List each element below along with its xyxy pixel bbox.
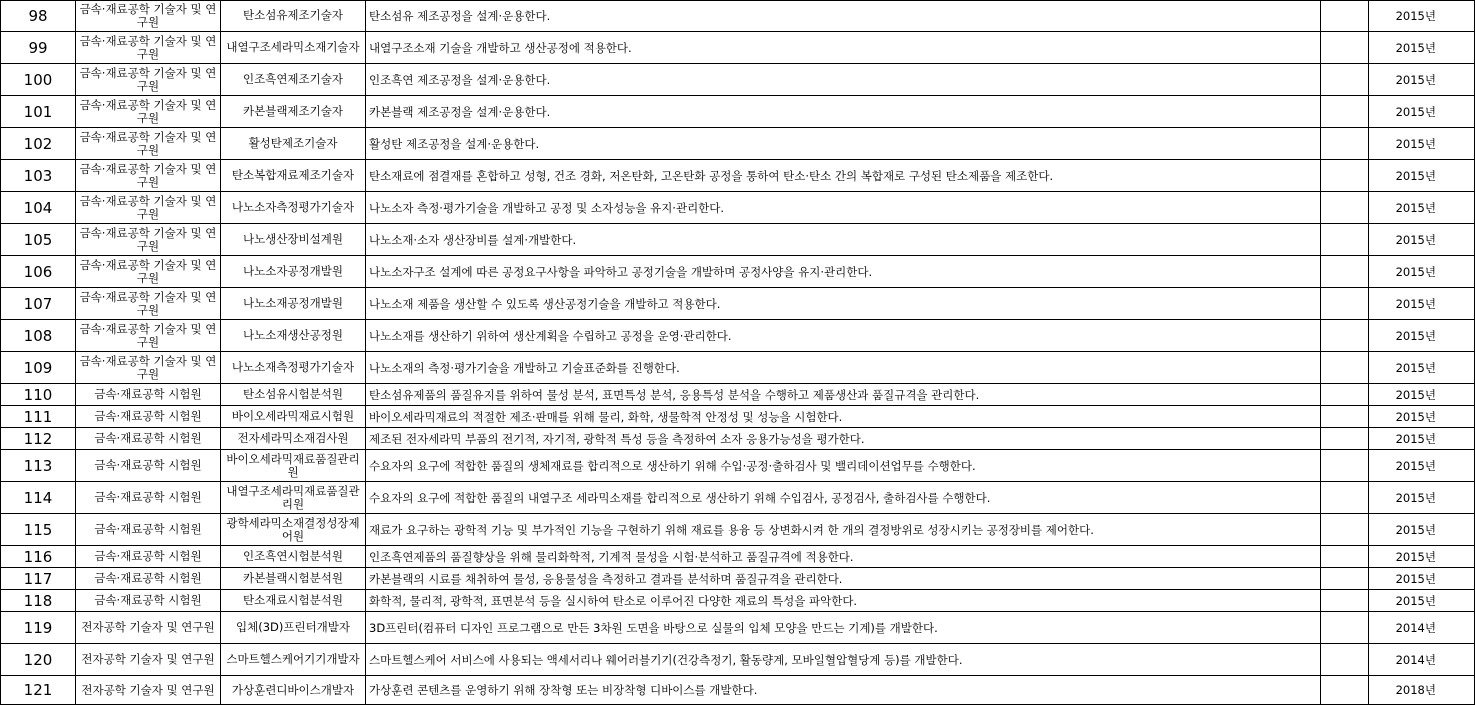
row-blank-cell[interactable] xyxy=(1320,320,1368,351)
row-number[interactable] xyxy=(0,96,75,127)
row-blank-cell[interactable] xyxy=(1320,192,1368,223)
row-description[interactable] xyxy=(365,384,1320,405)
row-job-title[interactable] xyxy=(220,384,365,405)
row-year[interactable] xyxy=(1368,128,1475,159)
row-year[interactable] xyxy=(1368,676,1475,704)
row-job-title-text: 인조흑연시험분석원 xyxy=(243,549,343,563)
row-number-text: 98 xyxy=(28,6,48,25)
row-category-text: 금속·재료공학 기술자 및 연구원 xyxy=(79,193,217,221)
row-description[interactable] xyxy=(365,224,1320,255)
row-job-title-text: 탄소섬유제조기술자 xyxy=(243,8,343,22)
table-row xyxy=(0,406,1475,428)
row-year-text: 2015년 xyxy=(1395,136,1436,151)
row-number-text: 102 xyxy=(23,134,53,153)
row-number-text: 113 xyxy=(23,456,53,475)
row-job-title[interactable] xyxy=(220,590,365,611)
row-job-title[interactable] xyxy=(220,428,365,449)
row-description[interactable] xyxy=(365,32,1320,63)
row-job-title[interactable] xyxy=(220,482,365,513)
row-category-text: 금속·재료공학 기술자 및 연구원 xyxy=(79,225,217,253)
row-job-title[interactable] xyxy=(220,320,365,351)
table-row xyxy=(0,514,1475,546)
row-description-text: 카본블랙 제조공정을 설계·운용한다. xyxy=(369,104,551,119)
row-category-text: 금속·재료공학 기술자 및 연구원 xyxy=(79,129,217,157)
row-category-text: 전자공학 기술자 및 연구원 xyxy=(81,620,215,634)
row-number-text: 109 xyxy=(23,358,53,377)
row-year[interactable] xyxy=(1368,514,1475,545)
row-year-text: 2015년 xyxy=(1395,8,1436,23)
row-job-title-text: 가상훈련디바이스개발자 xyxy=(231,682,355,697)
row-year[interactable] xyxy=(1368,160,1475,191)
row-year[interactable] xyxy=(1368,612,1475,643)
row-description[interactable] xyxy=(365,64,1320,95)
row-year[interactable] xyxy=(1368,288,1475,319)
row-description-text: 나노소재 제품을 생산할 수 있도록 생산공정기술을 개발하고 적용한다. xyxy=(369,296,721,311)
table-row xyxy=(0,482,1475,514)
row-description-text: 탄소섬유제품의 품질유지를 위하여 물성 분석, 표면특성 분석, 응용특성 분석을 수행하고 제품생산과 품질규격을 관리한다. xyxy=(369,387,980,402)
row-year-text: 2015년 xyxy=(1395,296,1436,311)
row-category[interactable] xyxy=(75,192,220,223)
row-description[interactable] xyxy=(365,612,1320,643)
row-number-text: 114 xyxy=(23,488,53,507)
row-blank-cell[interactable] xyxy=(1320,428,1368,449)
row-year[interactable] xyxy=(1368,352,1475,383)
row-number-text: 107 xyxy=(23,294,53,313)
row-category[interactable] xyxy=(75,224,220,255)
row-description-text: 나노소재의 측정·평가기술을 개발하고 기술표준화를 진행한다. xyxy=(369,360,680,375)
row-year-text: 2015년 xyxy=(1395,387,1436,402)
row-number-text: 105 xyxy=(23,230,53,249)
row-number-text: 116 xyxy=(23,547,53,566)
row-number[interactable] xyxy=(0,192,75,223)
row-year-text: 2015년 xyxy=(1395,72,1436,87)
row-year[interactable] xyxy=(1368,450,1475,481)
row-category[interactable] xyxy=(75,450,220,481)
row-category-text: 금속·재료공학 시험원 xyxy=(94,490,202,504)
row-year-text: 2015년 xyxy=(1395,360,1436,375)
row-blank-cell[interactable] xyxy=(1320,128,1368,159)
row-year-text: 2015년 xyxy=(1395,328,1436,343)
row-number[interactable] xyxy=(0,482,75,513)
row-job-title-text: 입체(3D)프린터개발자 xyxy=(235,620,351,634)
row-year[interactable] xyxy=(1368,96,1475,127)
row-description-text: 인조흑연 제조공정을 설계·운용한다. xyxy=(369,72,551,87)
row-blank-cell[interactable] xyxy=(1320,352,1368,383)
row-job-title-text: 카본블랙제조기술자 xyxy=(243,104,343,118)
table-row xyxy=(0,450,1475,482)
row-number-text: 110 xyxy=(23,385,53,404)
row-number-text: 121 xyxy=(23,681,53,699)
row-number[interactable] xyxy=(0,568,75,589)
row-job-title-text: 나노소재측정평가기술자 xyxy=(231,360,355,374)
row-blank-cell[interactable] xyxy=(1320,546,1368,567)
row-job-title[interactable] xyxy=(220,224,365,255)
table-row xyxy=(0,384,1475,406)
row-blank-cell[interactable] xyxy=(1320,676,1368,704)
row-blank-cell[interactable] xyxy=(1320,64,1368,95)
row-number[interactable] xyxy=(0,128,75,159)
row-job-title[interactable] xyxy=(220,546,365,567)
row-category[interactable] xyxy=(75,0,220,31)
row-year[interactable] xyxy=(1368,0,1475,31)
table-row xyxy=(0,568,1475,590)
row-number-text: 100 xyxy=(23,70,53,89)
row-category-text: 금속·재료공학 기술자 및 연구원 xyxy=(79,1,217,29)
row-description[interactable] xyxy=(365,676,1320,704)
row-job-title[interactable] xyxy=(220,406,365,427)
row-job-title-text: 스마트헬스케어기기개발자 xyxy=(226,652,360,666)
row-job-title[interactable] xyxy=(220,0,365,31)
row-blank-cell[interactable] xyxy=(1320,590,1368,611)
row-job-title-text: 내열구조세라믹재료품질관리원 xyxy=(226,483,360,511)
row-description[interactable] xyxy=(365,644,1320,675)
row-category[interactable] xyxy=(75,406,220,427)
row-job-title[interactable] xyxy=(220,64,365,95)
row-description[interactable] xyxy=(365,428,1320,449)
row-description-text: 탄소재료에 점결재를 혼합하고 성형, 건조 경화, 저온탄화, 고온탄화 공정을 통하여 탄소·탄소 간의 복합재로 구성된 탄소제품을 제조한다. xyxy=(369,168,1054,183)
row-number-text: 111 xyxy=(23,407,53,426)
table-row xyxy=(0,288,1475,320)
table-row xyxy=(0,128,1475,160)
row-year[interactable] xyxy=(1368,384,1475,405)
row-number-text: 99 xyxy=(28,38,48,57)
row-year[interactable] xyxy=(1368,482,1475,513)
row-category-text: 전자공학 기술자 및 연구원 xyxy=(81,652,215,666)
row-blank-cell[interactable] xyxy=(1320,450,1368,481)
row-category-text: 금속·재료공학 기술자 및 연구원 xyxy=(79,289,217,317)
row-description-text: 카본블랙의 시료를 채취하여 물성, 응용물성을 측정하고 결과를 분석하며 품질규격을 관리한다. xyxy=(369,571,843,586)
row-category-text: 금속·재료공학 기술자 및 연구원 xyxy=(79,97,217,125)
row-number[interactable] xyxy=(0,288,75,319)
table-row xyxy=(0,644,1475,676)
row-year-text: 2015년 xyxy=(1395,264,1436,279)
row-year-text: 2015년 xyxy=(1395,549,1436,564)
row-description-text: 수요자의 요구에 적합한 품질의 내열구조 세라믹소재를 합리적으로 생산하기 위해 수입검사, 공정검사, 출하검사를 수행한다. xyxy=(369,490,991,505)
row-year-text: 2015년 xyxy=(1395,431,1436,446)
row-category-text: 금속·재료공학 시험원 xyxy=(94,387,202,401)
row-year-text: 2015년 xyxy=(1395,458,1436,473)
row-number-text: 119 xyxy=(23,618,53,637)
row-blank-cell[interactable] xyxy=(1320,514,1368,545)
row-description-text: 인조흑연제품의 품질향상을 위해 물리화학적, 기계적 물성을 시험·분석하고 품질규격에 적용한다. xyxy=(369,549,854,564)
row-job-title[interactable] xyxy=(220,128,365,159)
row-year-text: 2015년 xyxy=(1395,571,1436,586)
row-category[interactable] xyxy=(75,590,220,611)
row-description-text: 탄소섬유 제조공정을 설계·운용한다. xyxy=(369,8,551,23)
table-row xyxy=(0,676,1475,705)
row-description-text: 활성탄 제조공정을 설계·운용한다. xyxy=(369,136,540,151)
row-number[interactable] xyxy=(0,428,75,449)
row-number-text: 106 xyxy=(23,262,53,281)
row-number[interactable] xyxy=(0,546,75,567)
row-category-text: 금속·재료공학 기술자 및 연구원 xyxy=(79,257,217,285)
row-description-text: 화학적, 물리적, 광학적, 표면분석 등을 실시하여 탄소로 이루어진 다양한 재료의 특성을 파악한다. xyxy=(369,593,858,608)
row-number[interactable] xyxy=(0,224,75,255)
row-blank-cell[interactable] xyxy=(1320,406,1368,427)
row-year[interactable] xyxy=(1368,406,1475,427)
row-category[interactable] xyxy=(75,352,220,383)
row-number[interactable] xyxy=(0,644,75,675)
row-job-title-text: 나노소자측정평가기술자 xyxy=(231,200,355,214)
row-job-title-text: 나노소자공정개발원 xyxy=(243,264,343,278)
row-description[interactable] xyxy=(365,96,1320,127)
table-row xyxy=(0,428,1475,450)
row-description[interactable] xyxy=(365,256,1320,287)
row-category[interactable] xyxy=(75,128,220,159)
table-row xyxy=(0,256,1475,288)
row-number[interactable] xyxy=(0,384,75,405)
row-year-text: 2015년 xyxy=(1395,40,1436,55)
row-description-text: 나노소재를 생산하기 위하여 생산계획을 수립하고 공정을 운영·관리한다. xyxy=(369,328,732,343)
row-job-title[interactable] xyxy=(220,514,365,545)
row-job-title-text: 전자세라믹소재검사원 xyxy=(237,431,349,445)
row-number-text: 118 xyxy=(23,591,53,610)
table-row xyxy=(0,612,1475,644)
row-category[interactable] xyxy=(75,546,220,567)
row-job-title[interactable] xyxy=(220,352,365,383)
row-category-text: 금속·재료공학 시험원 xyxy=(94,431,202,445)
row-blank-cell[interactable] xyxy=(1320,224,1368,255)
row-number-text: 101 xyxy=(23,102,53,121)
row-category[interactable] xyxy=(75,64,220,95)
row-category[interactable] xyxy=(75,320,220,351)
row-year-text: 2014년 xyxy=(1395,652,1436,667)
row-blank-cell[interactable] xyxy=(1320,0,1368,31)
row-job-title-text: 인조흑연제조기술자 xyxy=(243,72,343,86)
row-description[interactable] xyxy=(365,320,1320,351)
row-job-title[interactable] xyxy=(220,96,365,127)
table-row xyxy=(0,160,1475,192)
row-job-title[interactable] xyxy=(220,160,365,191)
row-number[interactable] xyxy=(0,64,75,95)
row-year[interactable] xyxy=(1368,320,1475,351)
row-number-text: 112 xyxy=(23,429,53,448)
row-year[interactable] xyxy=(1368,428,1475,449)
row-job-title[interactable] xyxy=(220,644,365,675)
row-blank-cell[interactable] xyxy=(1320,612,1368,643)
row-number[interactable] xyxy=(0,0,75,31)
row-number[interactable] xyxy=(0,32,75,63)
row-category[interactable] xyxy=(75,514,220,545)
row-job-title[interactable] xyxy=(220,256,365,287)
row-category[interactable] xyxy=(75,612,220,643)
row-category[interactable] xyxy=(75,428,220,449)
row-job-title[interactable] xyxy=(220,450,365,481)
row-category-text: 금속·재료공학 기술자 및 연구원 xyxy=(79,161,217,189)
row-year-text: 2014년 xyxy=(1395,620,1436,635)
row-job-title-text: 광학세라믹소재결정성장제어원 xyxy=(226,515,360,543)
row-blank-cell[interactable] xyxy=(1320,644,1368,675)
row-year-text: 2015년 xyxy=(1395,232,1436,247)
row-year[interactable] xyxy=(1368,546,1475,567)
row-year-text: 2018년 xyxy=(1395,683,1436,697)
row-category[interactable] xyxy=(75,568,220,589)
row-number[interactable] xyxy=(0,320,75,351)
row-blank-cell[interactable] xyxy=(1320,288,1368,319)
row-description-text: 재료가 요구하는 광학적 기능 및 부가적인 기능을 구현하기 위해 재료를 용융 등 상변화시켜 한 개의 결정방위로 성장시키는 공정장비를 제어한다. xyxy=(369,522,1094,537)
row-year[interactable] xyxy=(1368,644,1475,675)
row-year-text: 2015년 xyxy=(1395,168,1436,183)
row-number-text: 103 xyxy=(23,166,53,185)
row-description[interactable] xyxy=(365,0,1320,31)
table-row xyxy=(0,546,1475,568)
row-category[interactable] xyxy=(75,482,220,513)
row-category[interactable] xyxy=(75,676,220,704)
row-category[interactable] xyxy=(75,288,220,319)
row-category-text: 금속·재료공학 기술자 및 연구원 xyxy=(79,353,217,381)
table-row xyxy=(0,224,1475,256)
row-category-text: 전자공학 기술자 및 연구원 xyxy=(81,682,215,697)
row-job-title-text: 나노소재생산공정원 xyxy=(243,328,343,342)
row-year[interactable] xyxy=(1368,590,1475,611)
row-job-title[interactable] xyxy=(220,676,365,704)
row-description-text: 제조된 전자세라믹 부품의 전기적, 자기적, 광학적 특성 등을 측정하여 소자 응용가능성을 평가한다. xyxy=(369,431,865,446)
row-year-text: 2015년 xyxy=(1395,200,1436,215)
row-year[interactable] xyxy=(1368,256,1475,287)
row-job-title-text: 카본블랙시험분석원 xyxy=(243,571,343,585)
row-year-text: 2015년 xyxy=(1395,593,1436,608)
table-row xyxy=(0,32,1475,64)
table-row xyxy=(0,352,1475,384)
row-blank-cell[interactable] xyxy=(1320,256,1368,287)
row-category[interactable] xyxy=(75,96,220,127)
row-number[interactable] xyxy=(0,676,75,704)
row-description-text: 나노소자 측정·평가기술을 개발하고 공정 및 소자성능을 유지·관리한다. xyxy=(369,200,725,215)
row-job-title[interactable] xyxy=(220,288,365,319)
row-number[interactable] xyxy=(0,612,75,643)
row-job-title-text: 탄소복합재료제조기술자 xyxy=(231,168,355,182)
row-category-text: 금속·재료공학 기술자 및 연구원 xyxy=(79,33,217,61)
row-year[interactable] xyxy=(1368,192,1475,223)
row-blank-cell[interactable] xyxy=(1320,96,1368,127)
row-number-text: 108 xyxy=(23,326,53,345)
row-description-text: 내열구조소재 기술을 개발하고 생산공정에 적용한다. xyxy=(369,40,632,55)
row-category-text: 금속·재료공학 기술자 및 연구원 xyxy=(79,65,217,93)
row-description-text: 가상훈련 콘텐츠를 운영하기 위해 장착형 또는 비장착형 디바이스를 개발한다. xyxy=(369,683,758,697)
row-job-title[interactable] xyxy=(220,568,365,589)
table-row xyxy=(0,64,1475,96)
table-row xyxy=(0,0,1475,32)
row-category[interactable] xyxy=(75,384,220,405)
table-row xyxy=(0,590,1475,612)
row-description[interactable] xyxy=(365,514,1320,545)
row-year-text: 2015년 xyxy=(1395,490,1436,505)
row-description[interactable] xyxy=(365,128,1320,159)
row-description[interactable] xyxy=(365,192,1320,223)
row-job-title[interactable] xyxy=(220,612,365,643)
row-job-title[interactable] xyxy=(220,32,365,63)
row-description[interactable] xyxy=(365,568,1320,589)
row-year[interactable] xyxy=(1368,64,1475,95)
row-description-text: 수요자의 요구에 적합한 품질의 생체재료를 합리적으로 생산하기 위해 수입·공정·출하검사 및 밸리데이션업무를 수행한다. xyxy=(369,458,976,473)
row-job-title-text: 탄소재료시험분석원 xyxy=(243,593,343,607)
row-description[interactable] xyxy=(365,288,1320,319)
row-number[interactable] xyxy=(0,160,75,191)
row-description-text: 나노소자구조 설계에 따른 공정요구사항을 파악하고 공정기술을 개발하며 공정사양을 유지·관리한다. xyxy=(369,264,873,279)
row-number[interactable] xyxy=(0,514,75,545)
row-blank-cell[interactable] xyxy=(1320,384,1368,405)
row-category[interactable] xyxy=(75,644,220,675)
row-number-text: 117 xyxy=(23,569,53,588)
row-blank-cell[interactable] xyxy=(1320,160,1368,191)
row-year-text: 2015년 xyxy=(1395,104,1436,119)
row-number[interactable] xyxy=(0,256,75,287)
row-category-text: 금속·재료공학 시험원 xyxy=(94,593,202,607)
row-description[interactable] xyxy=(365,352,1320,383)
table-row xyxy=(0,192,1475,224)
row-description[interactable] xyxy=(365,450,1320,481)
row-year-text: 2015년 xyxy=(1395,522,1436,537)
row-description-text: 3D프린터(컴퓨터 디자인 프로그램으로 만든 3차원 도면을 바탕으로 실물의 입체 모양을 만드는 기계)를 개발한다. xyxy=(369,620,938,635)
row-category-text: 금속·재료공학 시험원 xyxy=(94,458,202,472)
row-description[interactable] xyxy=(365,482,1320,513)
row-number[interactable] xyxy=(0,450,75,481)
row-description[interactable] xyxy=(365,546,1320,567)
row-year[interactable] xyxy=(1368,224,1475,255)
row-category-text: 금속·재료공학 시험원 xyxy=(94,549,202,563)
row-job-title-text: 바이오세라믹재료품질관리원 xyxy=(226,451,360,479)
row-year[interactable] xyxy=(1368,32,1475,63)
row-description[interactable] xyxy=(365,160,1320,191)
row-job-title-text: 탄소섬유시험분석원 xyxy=(243,387,343,401)
row-category-text: 금속·재료공학 시험원 xyxy=(94,571,202,585)
row-year-text: 2015년 xyxy=(1395,409,1436,424)
row-year[interactable] xyxy=(1368,568,1475,589)
row-category-text: 금속·재료공학 시험원 xyxy=(94,522,202,536)
row-job-title[interactable] xyxy=(220,192,365,223)
row-description-text: 바이오세라믹재료의 적절한 제조·판매를 위해 물리, 화학, 생물학적 안정성 및 성능을 시험한다. xyxy=(369,409,843,424)
table-row xyxy=(0,320,1475,352)
row-job-title-text: 내열구조세라믹소재기술자 xyxy=(226,40,360,54)
row-description-text: 나노소재·소자 생산장비를 설계·개발한다. xyxy=(369,232,577,247)
row-category-text: 금속·재료공학 기술자 및 연구원 xyxy=(79,321,217,349)
row-number[interactable] xyxy=(0,352,75,383)
row-blank-cell[interactable] xyxy=(1320,482,1368,513)
row-job-title-text: 나노소재공정개발원 xyxy=(243,296,343,310)
row-job-title-text: 바이오세라믹재료시험원 xyxy=(231,409,355,423)
row-blank-cell[interactable] xyxy=(1320,568,1368,589)
row-category[interactable] xyxy=(75,256,220,287)
table-row xyxy=(0,96,1475,128)
row-number[interactable] xyxy=(0,590,75,611)
row-category-text: 금속·재료공학 시험원 xyxy=(94,409,202,423)
row-number-text: 115 xyxy=(23,520,53,539)
row-number[interactable] xyxy=(0,406,75,427)
row-category[interactable] xyxy=(75,160,220,191)
row-description[interactable] xyxy=(365,590,1320,611)
row-number-text: 104 xyxy=(23,198,53,217)
row-job-title-text: 나노생산장비설계원 xyxy=(243,232,343,246)
row-description-text: 스마트헬스케어 서비스에 사용되는 액세서리나 웨어러블기기(건강측정기, 활동량계, 모바일혈압혈당계 등)를 개발한다. xyxy=(369,652,963,667)
row-description[interactable] xyxy=(365,406,1320,427)
row-category[interactable] xyxy=(75,32,220,63)
row-number-text: 120 xyxy=(23,650,53,669)
row-blank-cell[interactable] xyxy=(1320,32,1368,63)
row-job-title-text: 활성탄제조기술자 xyxy=(248,136,338,150)
